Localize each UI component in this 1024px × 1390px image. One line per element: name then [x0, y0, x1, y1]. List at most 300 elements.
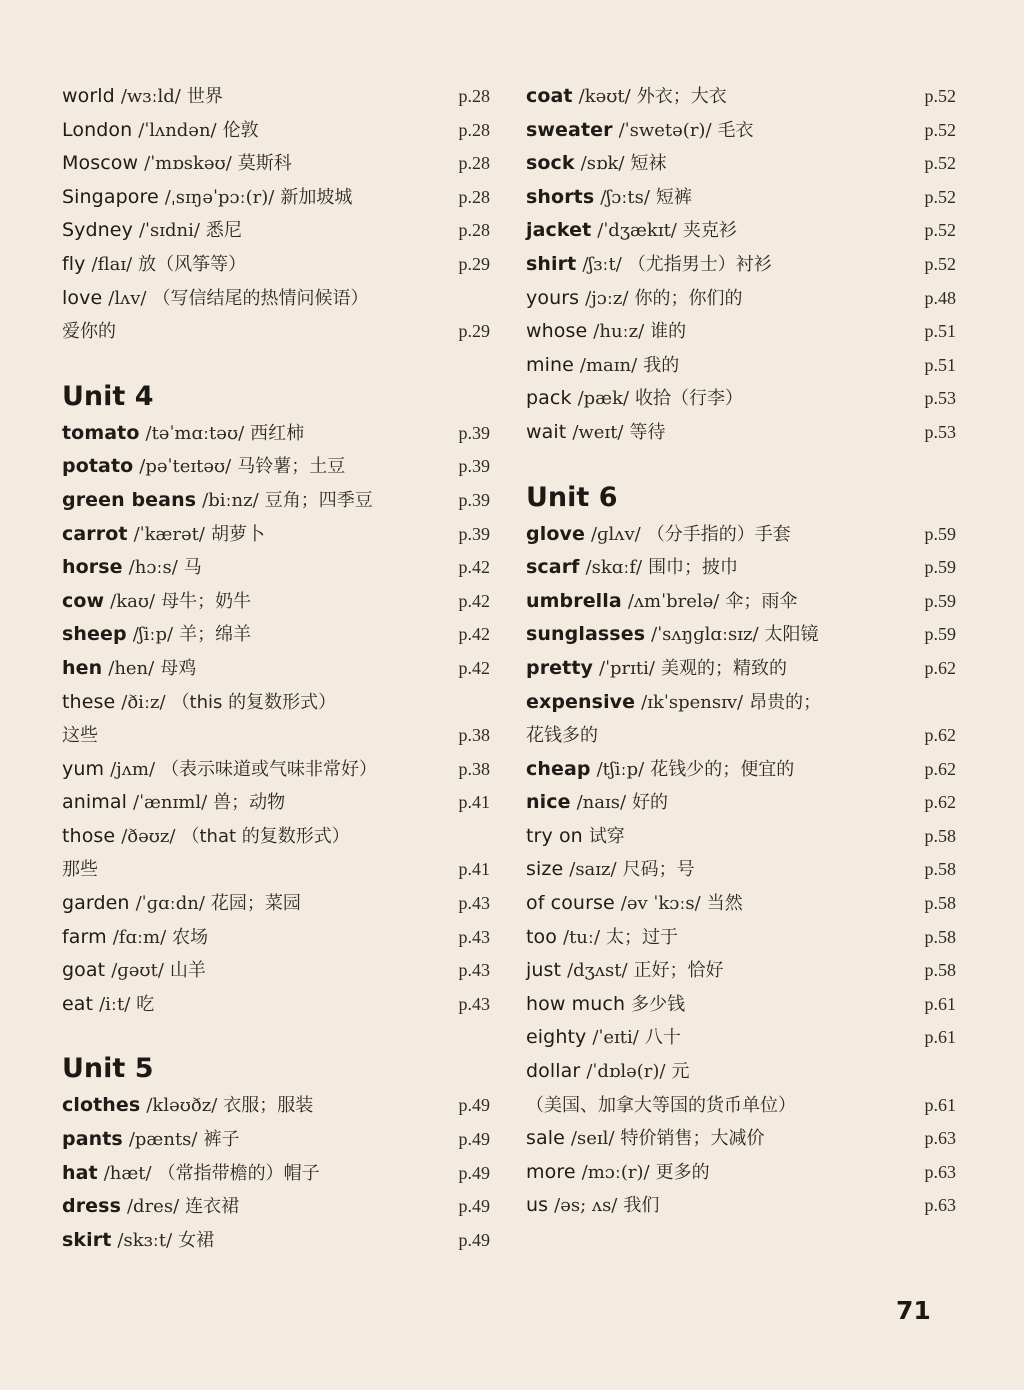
entry-text [62, 450, 345, 485]
entry-phonetic: /hɔːs/ [128, 557, 178, 579]
entry-word: world [62, 85, 115, 107]
entry-page-ref: p.59 [924, 523, 956, 544]
entry-page-ref: p.51 [924, 354, 956, 375]
entry-text [62, 1089, 313, 1124]
entry-page-ref: p.38 [458, 758, 490, 779]
vocab-entry [62, 484, 490, 518]
entry-phonetic: /pænts/ [128, 1129, 198, 1151]
vocab-entry [526, 652, 956, 686]
entry-chinese-meaning: 花园；菜园 [210, 893, 301, 915]
entry-text [526, 1055, 690, 1090]
entry-text [526, 181, 692, 216]
entry-word: eighty [526, 1026, 587, 1049]
entry-page-ref: p.53 [924, 388, 956, 409]
entry-text [62, 80, 223, 115]
entry-chinese-meaning: 那些 [62, 859, 98, 881]
vocab-entry [526, 585, 956, 619]
entry-page-ref: p.52 [924, 186, 956, 207]
entry-word: goat [62, 959, 106, 982]
entry-phonetic: /ðəʊz/ [121, 825, 176, 847]
entry-chinese-meaning: 马 [183, 557, 202, 579]
vocab-entry [62, 887, 490, 921]
vocab-entry [62, 147, 490, 181]
entry-phonetic: /seɪl/ [570, 1128, 615, 1150]
entry-chinese-meaning: （this 的复数形式） [171, 691, 337, 713]
entry-text [526, 349, 679, 384]
entry-chinese-meaning: 连衣裙 [185, 1196, 240, 1218]
vocab-entry-continuation [62, 719, 490, 753]
entry-text [62, 887, 301, 922]
entry-page-ref: p.62 [924, 725, 956, 746]
entry-text [62, 921, 208, 956]
entry-page-ref: p.43 [458, 926, 490, 947]
entry-page-ref: p.59 [924, 557, 956, 578]
entry-chinese-meaning: 特价销售；大减价 [620, 1128, 765, 1150]
entry-chinese-meaning: 山羊 [169, 960, 206, 982]
entry-chinese-meaning: 胡萝卜 [210, 523, 265, 545]
entry-chinese-meaning: （表示味道或气味非常好） [161, 758, 378, 780]
vocab-entry-continuation [62, 315, 490, 349]
vocab-entry [526, 954, 956, 988]
entry-phonetic: /weɪt/ [572, 421, 624, 443]
unit-heading: Unit 6 [526, 481, 618, 513]
entry-text [62, 753, 377, 788]
entry-word: cow [62, 589, 105, 612]
entry-page-ref: p.58 [924, 825, 956, 846]
entry-chinese-meaning: 短裤 [655, 186, 692, 208]
entry-word: carrot [62, 522, 128, 545]
entry-chinese-meaning: 兽；动物 [213, 792, 286, 814]
vocab-entry [62, 1157, 490, 1191]
vocab-entry [62, 282, 490, 316]
entry-text [62, 282, 368, 317]
entry-text [526, 954, 724, 989]
entry-chinese-meaning: 衣服；服装 [223, 1095, 314, 1117]
entry-phonetic: /ʃɜːt/ [582, 253, 622, 275]
entry-phonetic: /maɪn/ [579, 354, 638, 376]
entry-word: green beans [62, 488, 197, 511]
entry-text [526, 686, 821, 721]
vocab-entry [526, 214, 956, 248]
entry-page-ref: p.42 [458, 590, 490, 611]
vocab-entry [62, 820, 490, 854]
entry-text [62, 484, 373, 519]
vocab-entry [526, 921, 956, 955]
entry-text [526, 618, 819, 653]
entry-text [526, 887, 743, 922]
entry-text [62, 417, 304, 452]
entry-page-ref: p.38 [458, 725, 490, 746]
entry-page-ref: p.42 [458, 624, 490, 645]
entry-text [62, 1157, 320, 1192]
entry-phonetic: /hen/ [108, 657, 155, 679]
entry-phonetic: /saɪz/ [569, 859, 617, 881]
entry-word: animal [62, 791, 127, 814]
vocab-entry [62, 450, 490, 484]
entry-page-ref: p.39 [458, 489, 490, 510]
entry-phonetic: /ˈswetə(r)/ [618, 119, 712, 141]
entry-phonetic: /ɡəʊt/ [111, 960, 164, 982]
entry-phonetic: /dres/ [126, 1196, 180, 1218]
entry-text [526, 282, 742, 317]
entry-phonetic: /ˌsɪŋəˈpɔː(r)/ [164, 186, 275, 208]
vocab-entry-continuation [526, 1089, 956, 1123]
vocab-entry [62, 417, 490, 451]
entry-phonetic: /ˈlʌndən/ [138, 119, 217, 141]
vocab-entry [526, 551, 956, 585]
entry-word: skirt [62, 1228, 112, 1251]
vocab-entry [526, 248, 956, 282]
entry-chinese-meaning: 世界 [186, 86, 223, 107]
entry-chinese-meaning: 农场 [172, 926, 209, 948]
entry-text [526, 921, 678, 956]
entry-text [526, 853, 695, 888]
entry-chinese-meaning: 等待 [629, 421, 666, 443]
entry-word: how much [526, 992, 626, 1015]
entry-page-ref: p.49 [458, 1229, 490, 1250]
entry-text [526, 114, 754, 149]
entry-phonetic: /hæt/ [103, 1162, 152, 1184]
entry-word: love [62, 286, 103, 309]
entry-page-ref: p.52 [924, 86, 956, 106]
vocabulary-column-left [62, 80, 490, 1257]
entry-page-ref: p.43 [458, 893, 490, 914]
vocab-entry [62, 618, 490, 652]
vocab-entry [62, 1089, 490, 1123]
entry-word: size [526, 858, 564, 881]
entry-phonetic: /əs; ʌs/ [554, 1195, 618, 1217]
entry-text [62, 181, 352, 216]
entry-phonetic: /wɜːld/ [120, 86, 181, 107]
entry-text [62, 248, 246, 283]
entry-chinese-meaning: 伞；雨伞 [725, 590, 798, 612]
entry-text [526, 652, 787, 687]
entry-chinese-meaning: 尺码；号 [622, 859, 695, 881]
entry-phonetic: /biːnz/ [202, 489, 259, 511]
entry-page-ref: p.61 [924, 1094, 956, 1115]
vocab-entry [526, 1156, 956, 1190]
vocab-entry [526, 1055, 956, 1089]
entry-chinese-meaning: 新加坡城 [280, 186, 353, 208]
entry-chinese-meaning: （美国、加拿大等国的货币单位） [526, 1094, 796, 1116]
entry-text [62, 652, 196, 687]
entry-phonetic: /kaʊ/ [110, 590, 156, 612]
vocab-entry [62, 114, 490, 148]
entry-word: sunglasses [526, 623, 646, 646]
vocab-entry [62, 686, 490, 720]
entry-word: potato [62, 455, 134, 478]
entry-phonetic: /ˈdɒlə(r)/ [586, 1061, 666, 1083]
entry-text [526, 1021, 681, 1056]
entry-phonetic: /ðiːz/ [121, 691, 166, 713]
entry-phonetic: /ˈkærət/ [133, 523, 205, 545]
entry-phonetic: /ˈɡɑːdn/ [135, 893, 205, 915]
entry-phonetic: /kəʊt/ [578, 86, 631, 107]
entry-text [526, 382, 743, 417]
entry-page-ref: p.52 [924, 119, 956, 140]
entry-chinese-meaning: （that 的复数形式） [181, 825, 350, 847]
entry-text [62, 686, 336, 721]
vocab-entry [62, 1123, 490, 1157]
entry-word: eat [62, 992, 94, 1015]
entry-word: Singapore [62, 185, 159, 208]
entry-phonetic: /ʌmˈbrelə/ [627, 590, 720, 612]
entry-page-ref: p.41 [458, 859, 490, 880]
entry-page-ref: p.52 [924, 153, 956, 174]
entry-chinese-meaning: 裤子 [203, 1129, 240, 1151]
entry-page-ref: p.62 [924, 758, 956, 779]
entry-page-ref: p.58 [924, 960, 956, 981]
entry-chinese-meaning: 我们 [623, 1195, 660, 1217]
entry-word: yum [62, 757, 105, 780]
entry-phonetic: /ˈdʒækɪt/ [597, 220, 677, 242]
entry-word: more [526, 1160, 576, 1183]
entry-phonetic: /jɔːz/ [585, 287, 629, 309]
unit-heading: Unit 4 [62, 380, 154, 412]
entry-word: coat [526, 85, 573, 107]
entry-text [62, 214, 242, 249]
entry-chinese-meaning: 好的 [632, 792, 669, 814]
entry-chinese-meaning: 夹克衫 [682, 220, 737, 242]
entry-text [526, 753, 794, 788]
entry-text [526, 1089, 796, 1124]
entry-chinese-meaning: 莫斯科 [237, 153, 292, 175]
entry-page-ref: p.42 [458, 657, 490, 678]
entry-word: London [62, 118, 133, 141]
vocabulary-column-right [526, 80, 956, 1223]
entry-chinese-meaning: 母牛；奶牛 [161, 590, 252, 612]
entry-text [526, 1156, 710, 1191]
entry-phonetic: /ɪkˈspensɪv/ [641, 691, 744, 713]
entry-chinese-meaning: （常指带檐的）帽子 [157, 1162, 320, 1184]
vocab-entry [62, 988, 490, 1022]
entry-word: farm [62, 925, 107, 948]
entry-word: hat [62, 1161, 98, 1184]
entry-word: pretty [526, 656, 594, 679]
entry-phonetic: /ˈmɒskəʊ/ [144, 153, 232, 175]
entry-chinese-meaning: 女裙 [178, 1229, 215, 1251]
entry-word: umbrella [526, 589, 622, 612]
entry-page-ref: p.62 [924, 792, 956, 813]
entry-phonetic: /ˈænɪml/ [133, 792, 208, 814]
vocab-entry [62, 753, 490, 787]
entry-page-ref: p.58 [924, 893, 956, 914]
entry-text [526, 820, 625, 855]
entry-phonetic: /ˈsɪdni/ [138, 220, 200, 242]
entry-text [62, 114, 259, 149]
entry-page-ref: p.41 [458, 792, 490, 813]
entry-word: glove [526, 522, 585, 545]
entry-phonetic: /ɡlʌv/ [590, 523, 641, 545]
entry-text [62, 518, 265, 553]
entry-chinese-meaning: 收拾（行李） [635, 388, 744, 410]
entry-chinese-meaning: 八十 [644, 1027, 681, 1049]
entry-phonetic: /fɑːm/ [112, 926, 167, 948]
entry-text [62, 147, 292, 182]
entry-phonetic: /iːt/ [99, 993, 131, 1015]
entry-phonetic: /tʃiːp/ [596, 758, 645, 780]
entry-chinese-meaning: 我的 [643, 354, 680, 376]
vocab-entry-continuation [62, 853, 490, 887]
entry-word: try on [526, 824, 583, 847]
entry-page-ref: p.61 [924, 1027, 956, 1048]
entry-chinese-meaning: 昂贵的； [749, 691, 822, 713]
vocab-entry [526, 181, 956, 215]
entry-page-ref: p.61 [924, 993, 956, 1014]
entry-page-ref: p.28 [458, 220, 490, 241]
entry-text [526, 988, 685, 1023]
entry-text [526, 585, 797, 620]
entry-word: whose [526, 320, 588, 343]
entry-page-ref: p.43 [458, 960, 490, 981]
entry-text [526, 786, 668, 821]
entry-chinese-meaning: 豆角；四季豆 [264, 489, 373, 511]
entry-phonetic: /ˈprɪti/ [599, 657, 655, 679]
entry-chinese-meaning: 悉尼 [205, 220, 242, 242]
entry-text [62, 1190, 239, 1225]
entry-word: sheep [62, 623, 127, 646]
vocab-entry [526, 786, 956, 820]
entry-page-ref: p.42 [458, 557, 490, 578]
entry-chinese-meaning: 放（风筝等） [138, 253, 247, 275]
entry-phonetic: /skɑːf/ [585, 557, 643, 579]
entry-phonetic: /jʌm/ [110, 758, 156, 780]
entry-chinese-meaning: 谁的 [650, 321, 687, 343]
entry-phonetic: /naɪs/ [576, 792, 627, 814]
entry-text [62, 853, 98, 888]
entry-phonetic: /ʃɔːts/ [600, 186, 650, 208]
entry-word: of course [526, 892, 615, 915]
entry-text [526, 551, 738, 586]
vocab-entry [526, 282, 956, 316]
vocab-entry [526, 887, 956, 921]
entry-phonetic: /əv ˈkɔːs/ [620, 893, 701, 915]
entry-text [62, 988, 154, 1023]
vocab-entry [62, 921, 490, 955]
entry-phonetic: /lʌv/ [108, 287, 147, 309]
entry-phonetic: /skɜːt/ [117, 1229, 173, 1251]
entry-text [62, 315, 116, 350]
entry-word: horse [62, 556, 123, 579]
entry-word: too [526, 925, 557, 948]
vocab-entry [62, 214, 490, 248]
entry-word: pants [62, 1128, 123, 1151]
entry-chinese-meaning: 吃 [136, 993, 155, 1015]
entry-page-ref: p.39 [458, 422, 490, 443]
entry-text [526, 315, 686, 350]
vocab-entry [526, 820, 956, 854]
entry-page-ref: p.62 [924, 657, 956, 678]
vocab-entry [526, 315, 956, 349]
entry-text [526, 1189, 659, 1224]
entry-word: dress [62, 1195, 121, 1218]
entry-page-ref: p.39 [458, 456, 490, 477]
entry-page-ref: p.49 [458, 1162, 490, 1183]
vocab-entry [62, 181, 490, 215]
entry-text [62, 551, 202, 586]
entry-phonetic: /dʒʌst/ [567, 960, 628, 982]
entry-phonetic: /pæk/ [577, 388, 630, 410]
entry-word: those [62, 824, 116, 847]
entry-text [62, 1123, 239, 1158]
entry-page-ref: p.43 [458, 993, 490, 1014]
entry-word: shorts [526, 185, 595, 208]
entry-phonetic: /ˈeɪti/ [592, 1027, 639, 1049]
unit-heading: Unit 5 [62, 1053, 154, 1085]
entry-word: wait [526, 420, 567, 443]
entry-word: Sydney [62, 219, 133, 242]
entry-phonetic: /kləʊðz/ [146, 1095, 218, 1117]
vocab-entry [526, 382, 956, 416]
entry-phonetic: /ˈsʌŋɡlɑːsɪz/ [651, 624, 759, 646]
entry-word: cheap [526, 757, 591, 780]
entry-text [62, 1224, 214, 1259]
entry-chinese-meaning: 花钱少的；便宜的 [650, 758, 795, 780]
entry-chinese-meaning: （分手指的）手套 [646, 523, 791, 545]
vocab-entry [526, 618, 956, 652]
entry-chinese-meaning: 母鸡 [160, 657, 197, 679]
vocab-entry [62, 786, 490, 820]
entry-page-ref: p.29 [458, 253, 490, 274]
entry-page-ref: p.63 [924, 1195, 956, 1216]
entry-chinese-meaning: 元 [671, 1061, 690, 1083]
entry-word: fly [62, 252, 86, 275]
entry-chinese-meaning: 多少钱 [631, 993, 686, 1015]
entry-word: jacket [526, 219, 592, 242]
entry-word: hen [62, 656, 103, 679]
entry-chinese-meaning: 马铃薯；土豆 [237, 456, 346, 478]
vocab-entry [526, 416, 956, 450]
page-number: 71 [896, 1296, 931, 1325]
entry-chinese-meaning: 当然 [706, 893, 743, 915]
vocab-entry [526, 1189, 956, 1223]
entry-chinese-meaning: 这些 [62, 725, 98, 747]
entry-page-ref: p.58 [924, 926, 956, 947]
vocab-entry [526, 853, 956, 887]
entry-word: expensive [526, 690, 636, 713]
vocab-entry [62, 1190, 490, 1224]
entry-phonetic: /ʃiːp/ [132, 624, 174, 646]
entry-text [526, 147, 666, 182]
entry-word: us [526, 1194, 549, 1217]
entry-page-ref: p.49 [458, 1095, 490, 1116]
entry-chinese-meaning: 你的；你们的 [634, 287, 743, 309]
entry-phonetic: /flaɪ/ [91, 253, 133, 275]
entry-text [526, 416, 666, 451]
entry-page-ref: p.51 [924, 321, 956, 342]
entry-page-ref: p.52 [924, 253, 956, 274]
entry-chinese-meaning: （尤指男士）衬衫 [627, 253, 772, 275]
vocab-entry [62, 954, 490, 988]
entry-word: sweater [526, 118, 613, 141]
entry-word: shirt [526, 252, 577, 275]
entry-text [526, 1122, 764, 1157]
entry-chinese-meaning: 毛衣 [717, 119, 754, 141]
vocab-entry [526, 518, 956, 552]
entry-phonetic: /sɒk/ [580, 153, 625, 175]
entry-chinese-meaning: 短袜 [630, 153, 667, 175]
vocab-entry [62, 248, 490, 282]
vocab-entry [526, 80, 956, 114]
entry-chinese-meaning: 羊；绵羊 [179, 624, 252, 646]
vocab-entry [526, 114, 956, 148]
entry-text [526, 214, 737, 249]
entry-page-ref: p.63 [924, 1128, 956, 1149]
entry-page-ref: p.48 [924, 287, 956, 308]
entry-phonetic: /mɔː(r)/ [581, 1161, 650, 1183]
entry-word: Moscow [62, 152, 139, 175]
entry-page-ref: p.49 [458, 1196, 490, 1217]
